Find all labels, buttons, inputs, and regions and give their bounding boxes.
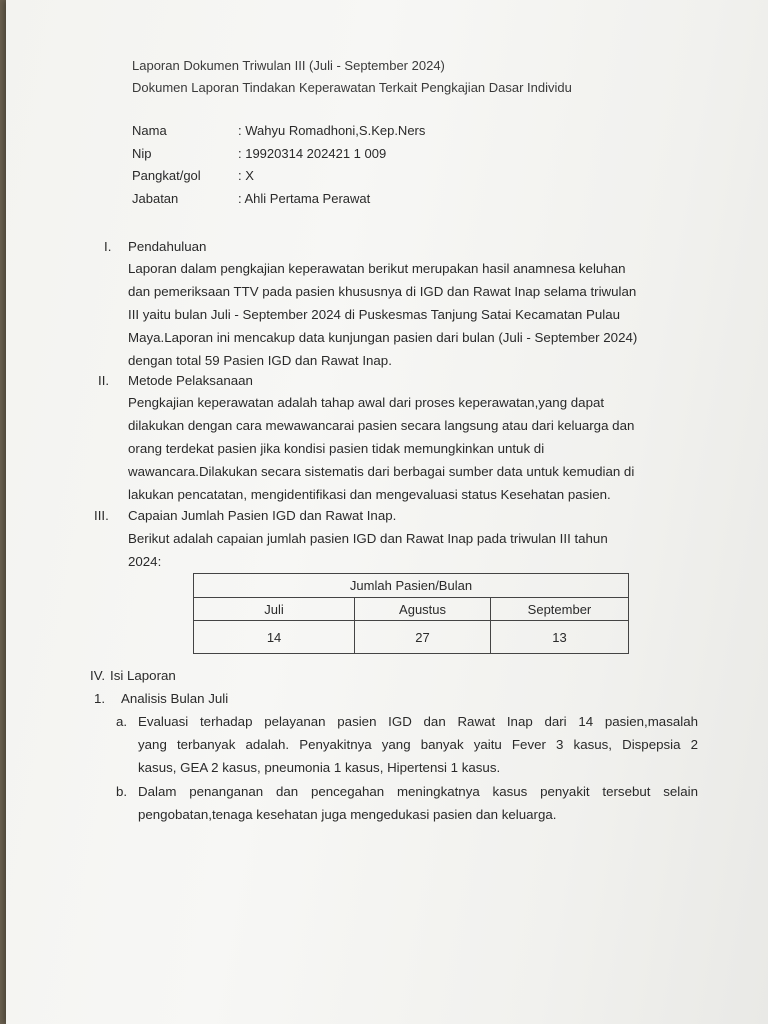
list-item-line: pengobatan,tenaga kesehatan juga mengedukasi pasien dan keluarga. — [138, 807, 557, 822]
section-title: Metode Pelaksanaan — [128, 373, 253, 388]
list-item-line: kasus, GEA 2 kasus, pneumonia 1 kasus, Hipertensi 1 kasus. — [138, 760, 501, 775]
patient-count-table — [193, 573, 629, 654]
table-column-row — [194, 598, 629, 621]
list-item-body — [138, 780, 698, 826]
section-3-paragraph — [128, 527, 703, 573]
section-number: I. — [104, 239, 112, 254]
table-column-july: Juli — [194, 598, 355, 621]
paragraph-line: wawancara.Dilakukan secara sistematis dari berbagai sumber data untuk kemudian di — [128, 464, 635, 479]
document-page — [6, 0, 768, 1024]
section-number: IV. — [90, 668, 106, 683]
paragraph-line: lakukan pencatatan, mengidentifikasi dan mengevaluasi status Kesehatan pasien. — [128, 487, 611, 502]
identity-value: : 19920314 202421 1 009 — [238, 145, 387, 161]
section-1-paragraph — [128, 257, 703, 372]
paragraph-line: Berikut adalah capaian jumlah pasien IGD dan Rawat Inap pada triwulan III tahun — [128, 531, 608, 546]
table-column-august: Agustus — [355, 598, 491, 621]
header-subtitle: Dokumen Laporan Tindakan Keperawatan Terkait Pengkajian Dasar Individu — [132, 80, 572, 95]
table-header: Jumlah Pasien/Bulan — [194, 574, 629, 598]
paragraph-line: dan pemeriksaan TTV pada pasien khususnya di IGD dan Rawat Inap selama triwulan — [128, 284, 637, 299]
section-number: II. — [98, 373, 110, 388]
list-item-line: Evaluasi terhadap pelayanan pasien IGD dan Rawat Inap dari 14 pasien,masalah — [138, 714, 698, 729]
section-2-paragraph — [128, 391, 703, 506]
section-number: III. — [94, 508, 109, 523]
table-cell-september: 13 — [490, 621, 628, 654]
paragraph-line: dengan total 59 Pasien IGD dan Rawat Inap. — [128, 353, 392, 368]
list-item-line: Dalam penanganan dan pencegahan meningkatnya kasus penyakit tersebut selain — [138, 784, 698, 799]
paragraph-line: III yaitu bulan Juli - September 2024 di Puskesmas Tanjung Satai Kecamatan Pulau — [128, 307, 621, 322]
paragraph-line: 2024: — [128, 554, 162, 569]
identity-value: : Wahyu Romadhoni,S.Kep.Ners — [238, 123, 426, 138]
paragraph-line: orang terdekat pasien jika kondisi pasien tidak memungkinkan untuk di — [128, 441, 545, 456]
list-item-line: yang terbanyak adalah. Penyakitnya yang banyak yaitu Fever 3 kasus, Dispepsia 2 — [138, 737, 698, 752]
paragraph-line: Laporan dalam pengkajian keperawatan berikut merupakan hasil anamnesa keluhan — [128, 261, 626, 276]
document-header — [132, 55, 572, 99]
table-header-row — [194, 574, 629, 598]
table-column-september: September — [490, 598, 628, 621]
paragraph-line: Pengkajian keperawatan adalah tahap awal dari proses keperawatan,yang dapat — [128, 395, 605, 410]
section-title: Pendahuluan — [128, 239, 207, 254]
identity-label: Pangkat/gol — [132, 168, 201, 183]
table-cell-august: 27 — [355, 621, 491, 654]
analysis-number: 1. — [94, 691, 106, 706]
identity-value: : X — [238, 168, 254, 183]
identity-label: Nip — [132, 145, 152, 161]
list-marker: b. — [116, 784, 128, 799]
section-title: Capaian Jumlah Pasien IGD dan Rawat Inap. — [128, 508, 397, 523]
table-row — [194, 621, 629, 654]
list-marker: a. — [116, 714, 128, 729]
identity-value: : Ahli Pertama Perawat — [238, 190, 371, 206]
paragraph-line: dilakukan dengan cara mewawancarai pasien secara langsung atau dari keluarga dan — [128, 418, 635, 433]
section-title: Isi Laporan — [110, 668, 176, 683]
table-cell-july: 14 — [194, 621, 355, 654]
analysis-title: Analisis Bulan Juli — [121, 691, 229, 706]
list-item-body — [138, 710, 698, 779]
paragraph-line: Maya.Laporan ini mencakup data kunjungan pasien dari bulan (Juli - September 2024) — [128, 330, 638, 345]
identity-label: Nama — [132, 123, 167, 138]
header-title: Laporan Dokumen Triwulan III (Juli - September 2024) — [132, 58, 445, 73]
identity-label: Jabatan — [132, 190, 179, 206]
